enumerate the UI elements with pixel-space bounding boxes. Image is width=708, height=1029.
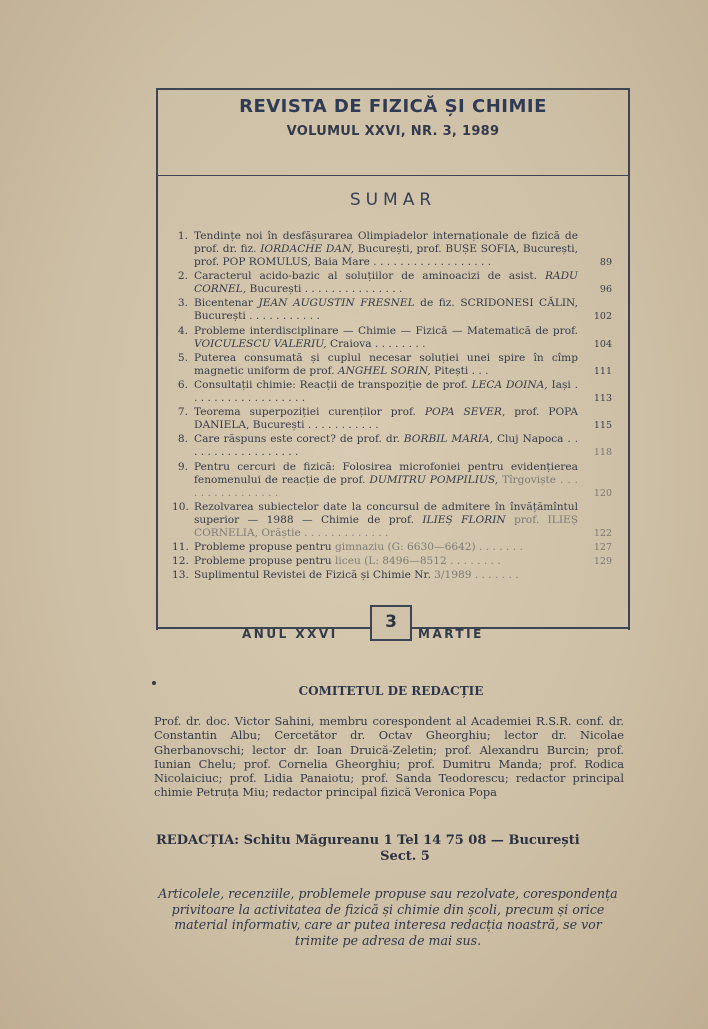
toc-entry-author: ANGHEL SORIN, xyxy=(337,364,431,377)
toc-entry-page: 122 xyxy=(593,527,612,539)
submission-note: Articolele, recenziile, problemele propuse sau rezolvate, corespondența privitoare la activitatea de fizică și chimie din școli, precum și orice material informativ, care ar putea interesa redacția noastră, se vor trimite pe adresa de mai sus. xyxy=(158,886,618,948)
toc-entry xyxy=(172,270,612,296)
toc-entry-author: POPA SEVER, xyxy=(424,406,506,419)
toc-entry-title xyxy=(194,461,578,500)
volume-line: VOLUMUL XXVI, NR. 3, 1989 xyxy=(286,124,500,139)
toc-entry-location: Pitești . . . xyxy=(430,364,489,377)
editorial-address xyxy=(156,833,624,865)
toc-entry-number: 11. xyxy=(172,540,189,553)
toc-entry-page: 115 xyxy=(593,420,612,432)
toc-entry-number: 1. xyxy=(177,230,188,242)
toc-entry-title xyxy=(194,569,578,582)
toc-entry-title xyxy=(194,379,578,405)
toc-entry xyxy=(172,501,612,540)
toc-entry-number: 5. xyxy=(177,351,188,364)
toc-entry-text: Consultații chimie: Reacții de transpoziție de prof. xyxy=(194,378,468,391)
toc-entry-number: 10. xyxy=(172,500,189,513)
toc-entry-number: 4. xyxy=(177,324,188,337)
toc-entry-number: 13. xyxy=(172,569,189,582)
toc-entry-text: Probleme propuse pentru xyxy=(194,555,332,568)
toc-entry-text: Probleme propuse pentru xyxy=(194,540,332,553)
toc-entry-page: 96 xyxy=(599,284,612,296)
toc-entry-page: 89 xyxy=(599,257,612,268)
toc-entry-title xyxy=(194,297,578,323)
toc-entry-author: IORDACHE DAN, xyxy=(260,243,355,255)
toc-entry-location: 3/1989 . . . . . . . xyxy=(430,569,519,582)
toc-entry-number: 2. xyxy=(177,270,188,283)
toc-entry-text: Bicentenar xyxy=(194,297,253,310)
toc-entry xyxy=(172,555,612,568)
year-label: ANUL XXVI xyxy=(242,627,338,641)
toc-entry xyxy=(172,541,612,554)
toc-entry xyxy=(172,406,612,432)
toc-entry-number: 12. xyxy=(172,555,189,568)
toc-entry-title xyxy=(194,406,578,432)
toc-entry-page: 120 xyxy=(593,487,612,499)
toc-entry-text: Rezolvarea subiectelor date la concursul de admitere în învățămîntul superior — 1988 — Chimie de prof. xyxy=(194,500,578,526)
summary-heading: SUMAR xyxy=(349,190,437,210)
toc-entry-text: Teorema superpoziției curenților prof. xyxy=(194,406,416,419)
toc-entry xyxy=(172,433,612,459)
toc-entry-page: 102 xyxy=(593,311,612,323)
toc-entry-location: Cluj Napoca . . . . . . . . . . . . . . . . . . xyxy=(194,433,578,459)
toc-entry xyxy=(172,297,612,323)
toc-entry-location: Tîrgoviște . . . . . . . . . . . . . . . . xyxy=(194,473,578,499)
toc-entry xyxy=(172,230,612,269)
toc-entry-location: prof. ILIEȘ CORNELIA, Orăștie . . . . . . . . . . . . . xyxy=(194,513,579,539)
toc-entry-text: Care răspuns este corect? de prof. dr. xyxy=(194,433,400,446)
toc-entry-title xyxy=(194,433,578,459)
toc-entry-title xyxy=(194,325,578,351)
toc-entry-number: 3. xyxy=(177,297,188,310)
toc-entry-page: 113 xyxy=(593,392,612,404)
toc-entry-location: București . . . . . . . . . . . . . . . xyxy=(246,283,403,296)
toc-entry xyxy=(172,379,612,405)
committee-heading: COMITETUL DE REDACȚIE xyxy=(298,684,484,698)
toc-entry xyxy=(172,352,612,378)
address-sector: Sect. 5 xyxy=(380,849,430,864)
toc-entry-number: 7. xyxy=(177,406,188,419)
toc-entry-text: Puterea consumată și cuplul necesar soluției unei spire în cîmp magnetic uniform de prof. xyxy=(194,351,578,377)
toc-entry-location: gimnaziu (G: 6630—6642) . . . . . . . xyxy=(331,540,523,553)
masthead-divider xyxy=(158,175,628,176)
toc-entry xyxy=(172,325,612,351)
toc-entry-location: Iași . . . . . . . . . . . . . . . . . . xyxy=(194,378,579,404)
toc-entry-text: Pentru cercuri de fizică: Folosirea microfoniei pentru evidențierea fenomenului de reacție de prof. xyxy=(194,460,578,486)
toc-entry-page: 127 xyxy=(593,541,612,553)
toc-entry-title xyxy=(194,501,578,540)
toc-entry-author: LECA DOINA, xyxy=(471,378,548,391)
toc-entry-author: VOICULESCU VALERIU, xyxy=(194,337,327,350)
toc-entry-author: BORBIL MARIA, xyxy=(403,433,494,446)
toc-entry-title xyxy=(194,541,578,554)
toc-entry-page: 111 xyxy=(593,365,612,377)
toc-entry-title xyxy=(194,352,578,378)
address-line: REDACȚIA: Schitu Măgureanu 1 Tel 14 75 08 — București xyxy=(156,833,580,848)
month-label: MARTIE xyxy=(418,627,484,641)
toc-entry-page: 104 xyxy=(593,338,612,350)
toc-entry-author: DUMITRU POMPILIUS, xyxy=(369,473,499,486)
toc-entry-text: Caracterul acido-bazic al soluțiilor de aminoacizi de asist. xyxy=(194,270,537,283)
toc-entry-title xyxy=(194,230,578,269)
committee-members: Prof. dr. doc. Victor Sahini, membru corespondent al Academiei R.S.R. conf. dr. Constantin Albu; Cercetător dr. Octav Gheorghiu; lector dr. Nicolae Gherbanovschi; lector dr. Ioan Druică-Zeletin; prof. Alexandru Burcin; prof. Iunian Chelu; prof. Cornelia Gheorghiu; prof. Dumitru Manda; prof. Rodica Nicolaiciuc; prof. Lidia Panaiotu; prof. Sanda Teodorescu; redactor principal chimie Petruța Miu; redactor principal fizică Veronica Popa xyxy=(154,714,624,800)
toc-entry-author: RADU CORNEL, xyxy=(194,270,578,296)
toc-entry-location: Craiova . . . . . . . . xyxy=(326,337,426,350)
toc-entry-author: JEAN AUGUSTIN FRESNEL xyxy=(258,297,415,310)
toc-entry-page: 129 xyxy=(593,556,612,568)
toc-entry xyxy=(172,569,612,582)
toc-entry-title xyxy=(194,270,578,296)
toc-entry xyxy=(172,461,612,500)
toc-entry-location: prof. POPA DANIELA, București . . . . . . . . . . . xyxy=(194,406,578,432)
toc-entry-number: 8. xyxy=(177,433,188,446)
toc-entry-location: liceu (L: 8496—8512 . . . . . . . . xyxy=(331,555,501,568)
journal-title: REVISTA DE FIZICĂ ȘI CHIMIE xyxy=(239,96,547,117)
toc-entry-title xyxy=(194,555,578,568)
toc-entry-text: Tendințe noi în desfășurarea Olimpiadelor internaționale de fizică de prof. dr. fiz. xyxy=(194,230,578,255)
toc-entry-number: 6. xyxy=(177,378,188,391)
issue-number: 3 xyxy=(370,605,412,641)
toc-entry-text: Probleme interdisciplinare — Chimie — Fizică — Matematică de prof. xyxy=(194,324,578,337)
toc-entry-page: 118 xyxy=(593,447,612,459)
toc-entry-location: de fiz. SCRIDONESI CĂLIN, București . . . . . . . . . . . xyxy=(194,297,578,323)
table-of-contents xyxy=(172,230,612,583)
toc-entry-location: București, prof. BUȘE SOFIA, București, prof. POP ROMULUS, Baia Mare . . . . . . . . . . . . . . . . . . xyxy=(194,243,578,268)
toc-entry-text: Suplimentul Revistei de Fizică și Chimie Nr. xyxy=(194,569,431,582)
toc-entry-author: ILIEȘ FLORIN xyxy=(422,513,506,526)
toc-entry-number: 9. xyxy=(177,460,188,473)
